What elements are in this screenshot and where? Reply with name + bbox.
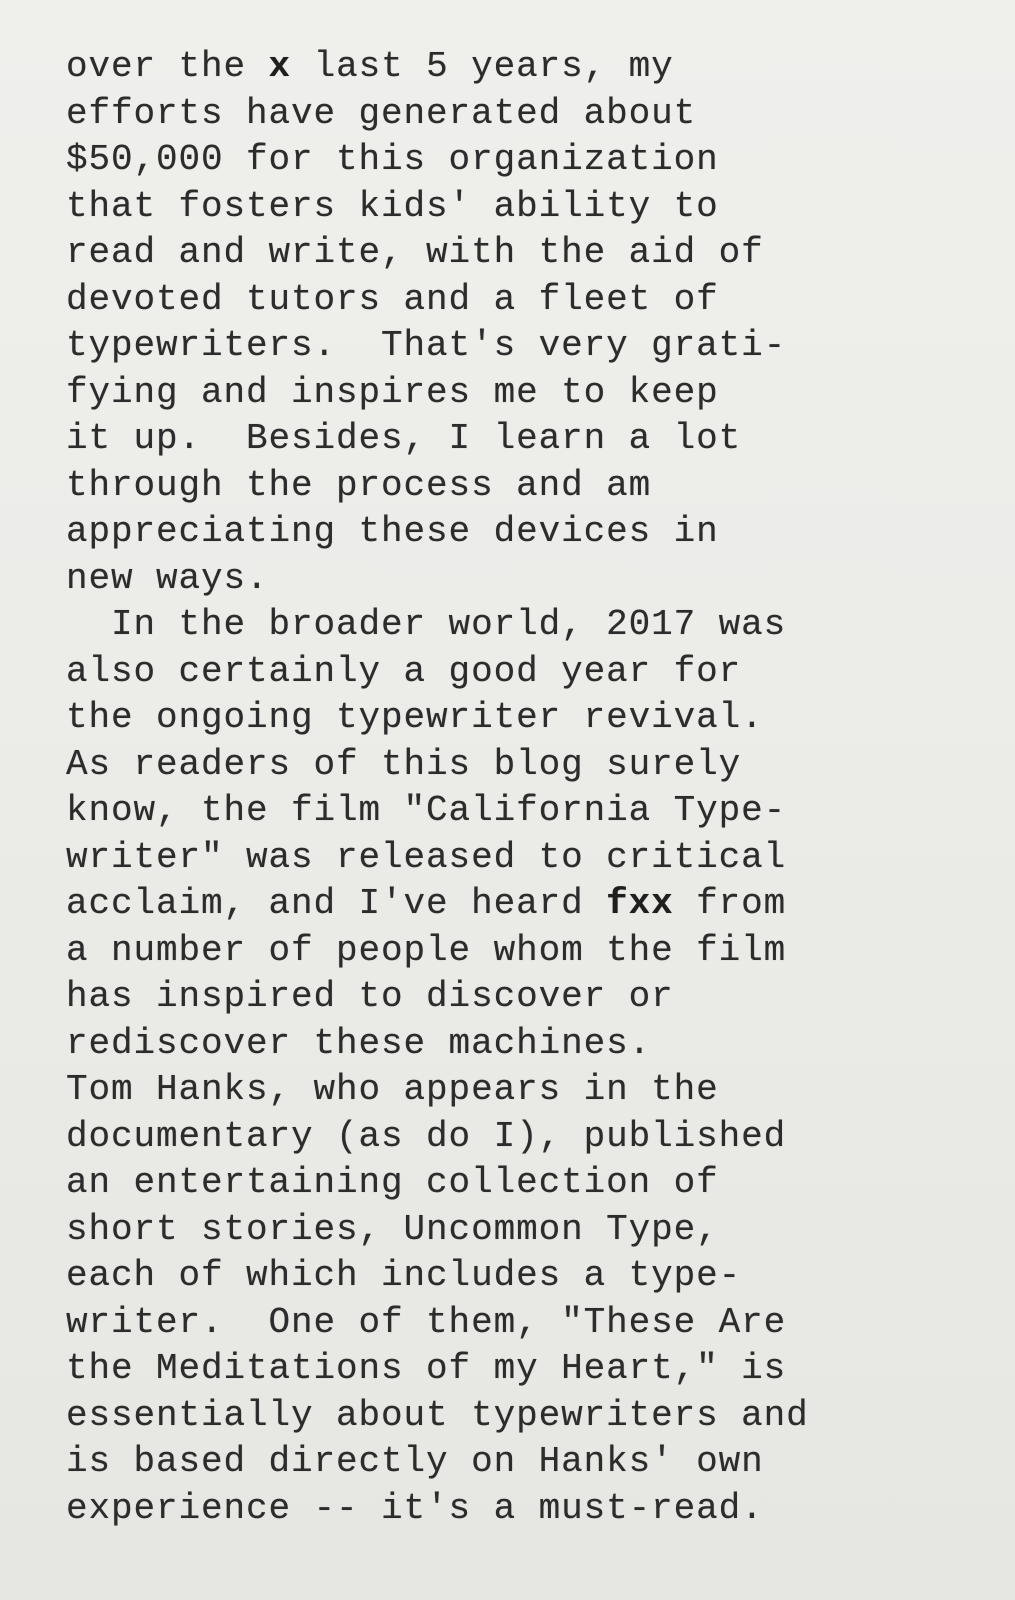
text-line-16: As readers of this blog surely	[66, 743, 742, 785]
text-line-31: is based directly on Hanks' own	[66, 1441, 764, 1482]
text-line-28: writer. One of them, "These Are	[66, 1301, 787, 1343]
text-line-8: fying and inspires me to keep	[66, 371, 719, 413]
text-line-7: typewriters. That's very grati-	[66, 325, 787, 366]
text-line-5: read and write, with the aid of	[66, 232, 764, 273]
text-line-15: the ongoing typewriter revival.	[66, 697, 764, 738]
text-line-32: experience -- it's a must-read.	[66, 1487, 764, 1529]
text-line-20: a number of people whom the film	[66, 929, 787, 971]
text-line-30: essentially about typewriters and	[66, 1394, 809, 1436]
text-line-3: $50,000 for this organization	[66, 139, 719, 180]
typed-text-block	[66, 44, 996, 1532]
text-line-27: each of which includes a type-	[66, 1255, 742, 1296]
text-line-10: through the process and am	[66, 464, 652, 506]
text-line-13: In the broader world, 2017 was	[66, 604, 787, 645]
text-line-9: it up. Besides, I learn a lot	[66, 418, 742, 459]
text-line-6: devoted tutors and a fleet of	[66, 278, 719, 320]
text-line-25: an entertaining collection of	[66, 1162, 719, 1203]
text-line-17: know, the film "California Type-	[66, 790, 787, 831]
text-line-12: new ways.	[66, 557, 269, 599]
text-line-1: over the x last 5 years, my	[66, 46, 674, 87]
text-line-19: acclaim, and I've heard fxx from	[66, 883, 787, 924]
text-line-24: documentary (as do I), published	[66, 1115, 787, 1157]
text-line-21: has inspired to discover or	[66, 976, 674, 1017]
struck-word: fxx	[606, 883, 674, 924]
struck-character: x	[268, 46, 292, 87]
text-line-23: Tom Hanks, who appears in the	[66, 1069, 719, 1110]
text-line-11: appreciating these devices in	[66, 511, 719, 552]
text-line-2: efforts have generated about	[66, 92, 697, 134]
text-line-26: short stories, Uncommon Type,	[66, 1208, 719, 1250]
text-line-18: writer" was released to critical	[66, 836, 787, 878]
text-line-4: that fosters kids' ability to	[66, 185, 719, 227]
text-line-14: also certainly a good year for	[66, 650, 742, 692]
text-line-29: the Meditations of my Heart," is	[66, 1348, 787, 1389]
text-line-22: rediscover these machines.	[66, 1022, 652, 1064]
